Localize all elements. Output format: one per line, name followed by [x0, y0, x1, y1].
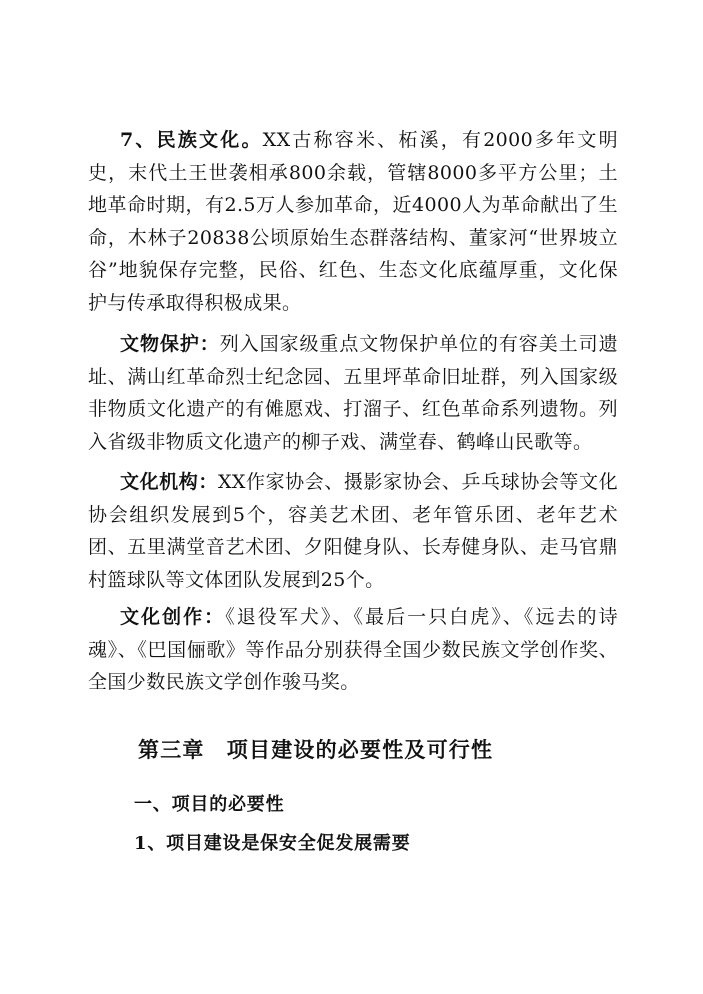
chapter-heading: 第三章 项目建设的必要性及可行性: [138, 737, 494, 762]
paragraph-lead: 文化机构：: [120, 471, 218, 493]
paragraph-body: XX古称容米、柘溪，有2000多年文明史，末代土王世袭相承800余载，管辖8000多平方公里；土地革命时期，有2.5万人参加革命，近4000人为革命献出了生命，木林子20838公顷原始生态群落结构、董家河“世界坡立谷”地貌保存完整，民俗、红色、生态文化底蕴厚重，文化保护与传承取得积极成果。: [88, 129, 618, 314]
paragraph-ethnic-culture: [88, 124, 618, 320]
paragraph-relic-protection: [88, 328, 618, 458]
paragraph-lead: 7、民族文化。: [120, 129, 263, 151]
paragraph-lead: 文化创作：: [120, 606, 226, 628]
section-heading: 一、项目的必要性: [134, 794, 285, 815]
paragraph-body: 《退役军犬》、《最后一只白虎》、《远去的诗魂》、《巴国俪歌》等作品分别获得全国少数民族文学创作奖、全国少数民族文学创作骏马奖。: [88, 606, 618, 694]
paragraph-body: 列入国家级重点文物保护单位的有容美土司遗址、满山红革命烈士纪念园、五里坪革命旧址群，列入国家级非物质文化遗产的有傩愿戏、打溜子、红色革命系列遗物。列入省级非物质文化遗产的柳子戏、满堂春、鹤峰山民歌等。: [88, 333, 618, 453]
paragraph-cultural-creation: [88, 601, 618, 699]
subsection-heading: 1、项目建设是保安全促发展需要: [134, 833, 411, 854]
paragraph-cultural-institutions: [88, 466, 618, 596]
paragraph-lead: 文物保护：: [120, 333, 220, 355]
paragraph-body: XX作家协会、摄影家协会、乒乓球协会等文化协会组织发展到5个，容美艺术团、老年管乐团、老年艺术团、五里满堂音艺术团、夕阳健身队、长寿健身队、走马官鼎村篮球队等文体团队发展到25个。: [88, 471, 618, 591]
